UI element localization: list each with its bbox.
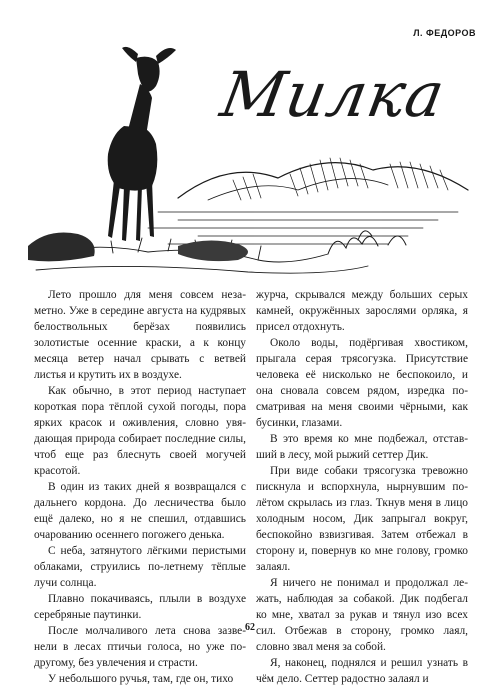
paragraph: Лето прошло для меня совсем незаметно. Уже в середине августа на кудрявых белоствольных берёзах появились золотистые осенние краски, а к концу месяца ветер начал срывать с ветвей листья и крутить их в воздухе. <box>34 289 246 381</box>
paragraph: Я ничего не понимал и продолжал лежать, наблюдая за собакой. Дик подбегал ко мне, хватал за рукав и тянул изо всех сил. Отбежав в сторону, громко лаял, словно звал меня за собой. <box>256 577 468 653</box>
paragraph: Плавно покачиваясь, плыли в воздухе серебряные паутинки. <box>34 593 246 621</box>
paragraph: Около воды, подёргивая хвостиком, прыгала серая трясогузка. Присутствие человека её нисколько не беспокоило, и она сновала совсем рядом, изредка посматривая на меня своими чёрными, как бусинки, глазами. <box>256 337 468 429</box>
story-title: Милка <box>215 58 451 131</box>
paragraph: журча, скрывался между больших серых камней, окружённых зарослями орляка, я присел отдохнуть. <box>256 289 468 333</box>
paragraph: В один из таких дней я возвращался с дальнего кордона. До лесничества было ещё далеко, но я не спешил, отдавшись очарованию осеннего погожего денька. <box>34 481 246 541</box>
paragraph: После молчаливого лета снова зазвенели в лесах птичьи голоса, но уже по-другому, без увлечения и страсти. <box>34 625 246 669</box>
page-number: 62 <box>245 622 255 633</box>
paragraph: В это время ко мне подбежал, отставший в лесу, мой рыжий сеттер Дик. <box>256 433 468 461</box>
paragraph: При виде собаки трясогузка тревожно пискнула и вспорхнула, нырнувшим полётом скрылась из глаз. Ткнув меня в лицо холодным носом, Дик запрыгал вокруг, беспокойно взвизгивая. Затем отбежал в сторону и, повернув ко мне голову, громко залаял. <box>256 465 468 573</box>
paragraph: Как обычно, в этот период наступает короткая пора тёплой сухой погоды, пора ярких красок и оживления, словно увядающая природа собирает последние силы, чтоб еще раз блеснуть своей могучей красотой. <box>34 385 246 477</box>
author-name: Л. ФЕДОРОВ <box>413 28 476 38</box>
paragraph: У небольшого ручья, там, где он, тихо <box>48 673 234 685</box>
paragraph: Я, наконец, поднялся и решил узнать в чём дело. Сеттер радостно залаял и <box>256 657 468 685</box>
paragraph: С неба, затянутого лёгкими перистыми облаками, струились по-летнему тёплые лучи солнца. <box>34 545 246 589</box>
